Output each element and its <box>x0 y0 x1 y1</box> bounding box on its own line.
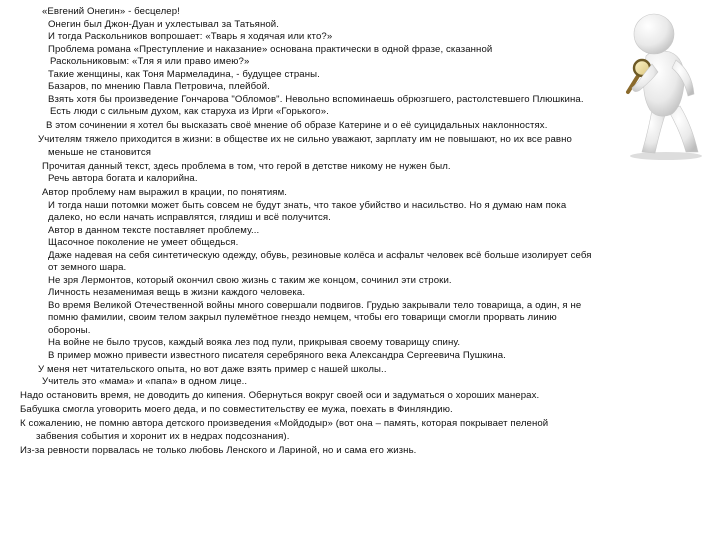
text-line: помню фамилии, своим телом закрыл пулемётное гнездо немцем, чтобы его товарищи смогли прорвать линию <box>48 312 557 323</box>
text-line: И тогда наши потомки может быть совсем не будут знать, что такое убийство и насильство. Но я думаю нам пока <box>48 199 567 211</box>
text-line: Прочитая данный текст, здесь проблема в том, что герой в детстве никому не нужен был. <box>42 160 451 172</box>
text-line: В этом сочинении я хотел бы высказать своё мнение об образе Катерине и о её суицидальных наклонностях. <box>46 120 548 131</box>
text-line: Учитель это «мама» и «папа» в одном лице.. <box>42 376 248 387</box>
text-line: Личность незаменимая вещь в жизни каждого человека. <box>48 287 306 298</box>
text-line: Не зря Лермонтов, который окончил свою жизнь с таким же концом, сочинил эти строки. <box>48 274 452 286</box>
text-line: Даже надевая на себя синтетическую одежду, обувь, резиновые колёса и асфальт человек всё больше изолирует себя <box>48 249 592 261</box>
text-line: Онегин был Джон-Дуан и ухлестывал за Татьяной. <box>48 18 280 30</box>
text-line: далеко, но если начать исправлятся, глядиш и всё получится. <box>48 212 331 223</box>
text-line: от земного шара. <box>48 262 127 273</box>
text-line: забвения события и хоронит их в недрах подсознания). <box>36 430 290 442</box>
text-line: Во время Великой Отечественной войны много совершали подвигов. Грудью закрывали тело товарища, а один, я не <box>48 299 582 311</box>
text-line: Из-за ревности порвалась не только любовь Ленского и Лариной, но и сама его жизнь. <box>20 444 417 456</box>
text-line: Проблема романа «Преступление и наказание» основана практически в одной фразе, сказанной <box>48 43 493 55</box>
text-line: меньше не становится <box>48 146 152 158</box>
text-line: «Евгений Онегин» - бесцелер! <box>42 6 180 17</box>
text-line: Взять хотя бы произведение Гончарова "Обломов". Невольно вспоминаешь обрюзгшего, растолстевшего Плюшкина. <box>48 93 584 105</box>
thinking-man-magnifier-icon <box>608 2 720 162</box>
text-line: Речь автора богата и калорийна. <box>48 173 198 184</box>
text-line: Такие женщины, как Тоня Мармеладина, - будущее страны. <box>48 68 320 80</box>
text-line: Автор в данном тексте поставляет проблему... <box>48 224 260 236</box>
text-line: обороны. <box>48 324 91 336</box>
text-line: Щасочное поколение не умеет общедься. <box>48 237 239 248</box>
text-line: Есть люди с сильным духом, как старуха из Ирги «Горького». <box>50 106 329 117</box>
text-line: К сожалению, не помню автора детского произведения «Мойдодыр» (вот она – память, которая покрывает пеленой <box>20 418 549 429</box>
text-line: Учителям тяжело приходится в жизни: в обществе их не сильно уважают, зарплату им не повышают, но их все равно <box>38 134 572 145</box>
text-line: Базаров, по мнению Павла Петровича, плейбой. <box>48 81 270 92</box>
text-line: Надо остановить время, не доводить до кипения. Обернуться вокруг своей оси и задуматься о хороших манерах. <box>20 390 540 401</box>
text-line: Бабушка смогла уговорить моего деда, и по совместительству ее мужа, поехать в Финляндию. <box>20 404 453 415</box>
text-line: У меня нет читательского опыта, но вот даже взять пример с нашей школы.. <box>38 363 387 375</box>
text-line: Раскольниковым: «Тля я или право имею?» <box>50 56 250 67</box>
text-line: Автор проблему нам выражил в крации, по понятиям. <box>42 187 288 198</box>
text-line: И тогда Раскольников вопрошает: «Тварь я ходячая или кто?» <box>48 31 333 42</box>
text-line: В пример можно привести известного писателя серебряного века Александра Сергеевича Пушкина. <box>48 349 506 361</box>
text-line: На войне не было трусов, каждый вояка лез под пули, прикрывая своему товарищу спину. <box>48 337 461 348</box>
